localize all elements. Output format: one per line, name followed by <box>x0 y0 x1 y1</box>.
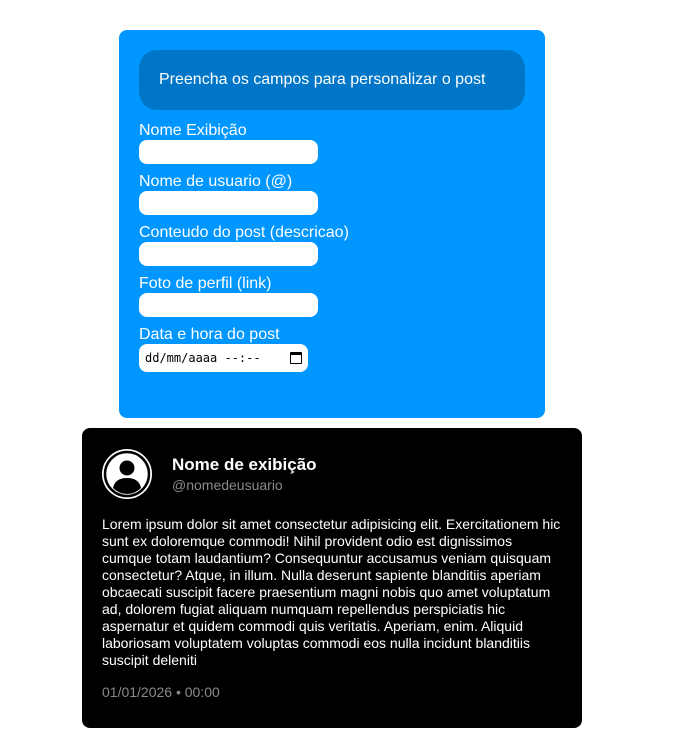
profile-photo-label: Foto de perfil (link) <box>139 275 272 292</box>
post-username: @nomedeusuario <box>172 476 283 493</box>
datetime-input[interactable] <box>139 344 308 372</box>
display-name-input[interactable] <box>139 140 318 164</box>
post-content: Lorem ipsum dolor sit amet consectetur adipisicing elit. Exercitationem hic sunt ex doloremque commodi! Nihil provident odio est dignissimos cumque totam laudantium? Consequuntur accusamus veniam quisquam consectetur? Atque, in illum. Nulla deserunt sapiente blanditiis aperiam obcaecati suscipit facere praesentium magni nobis quo amet voluptatum ad, dolorem fugiat aliquam numquam repellendus perspiciatis hic aspernatur et quidem commodi quis veritatis. Aperiam, enim. Aliquid laboriosam voluptatem voluptas commodi eos nulla incidunt blanditiis suscipit deleniti <box>102 516 561 668</box>
datetime-placeholder: dd/mm/aaaa --:-- <box>145 351 261 365</box>
datetime-group <box>139 326 525 372</box>
username-group <box>139 173 525 215</box>
content-group <box>139 224 525 266</box>
username-label: Nome de usuario (@) <box>139 173 293 190</box>
post-date: 01/01/2026 <box>102 684 173 700</box>
calendar-icon[interactable] <box>290 352 302 364</box>
form-header <box>139 50 525 110</box>
post-time: 00:00 <box>184 684 220 700</box>
post-author <box>172 455 317 494</box>
post-settings-form <box>119 30 545 418</box>
display-name-label: Nome Exibição <box>139 122 247 139</box>
content-label: Conteudo do post (descricao) <box>139 224 349 241</box>
meta-separator: • <box>175 684 181 700</box>
profile-photo-input[interactable] <box>139 293 318 317</box>
datetime-label: Data e hora do post <box>139 326 280 343</box>
content-input[interactable] <box>139 242 318 266</box>
post-timestamp <box>102 684 562 700</box>
profile-photo-group <box>139 275 525 317</box>
display-name-group <box>139 122 525 164</box>
username-input[interactable] <box>139 191 318 215</box>
user-silhouette-icon <box>102 449 152 499</box>
form-header-text: Preencha os campos para personalizar o post <box>159 71 486 88</box>
post-display-name: Nome de exibição <box>172 454 317 474</box>
post-header <box>102 448 562 500</box>
post-preview <box>82 428 582 728</box>
